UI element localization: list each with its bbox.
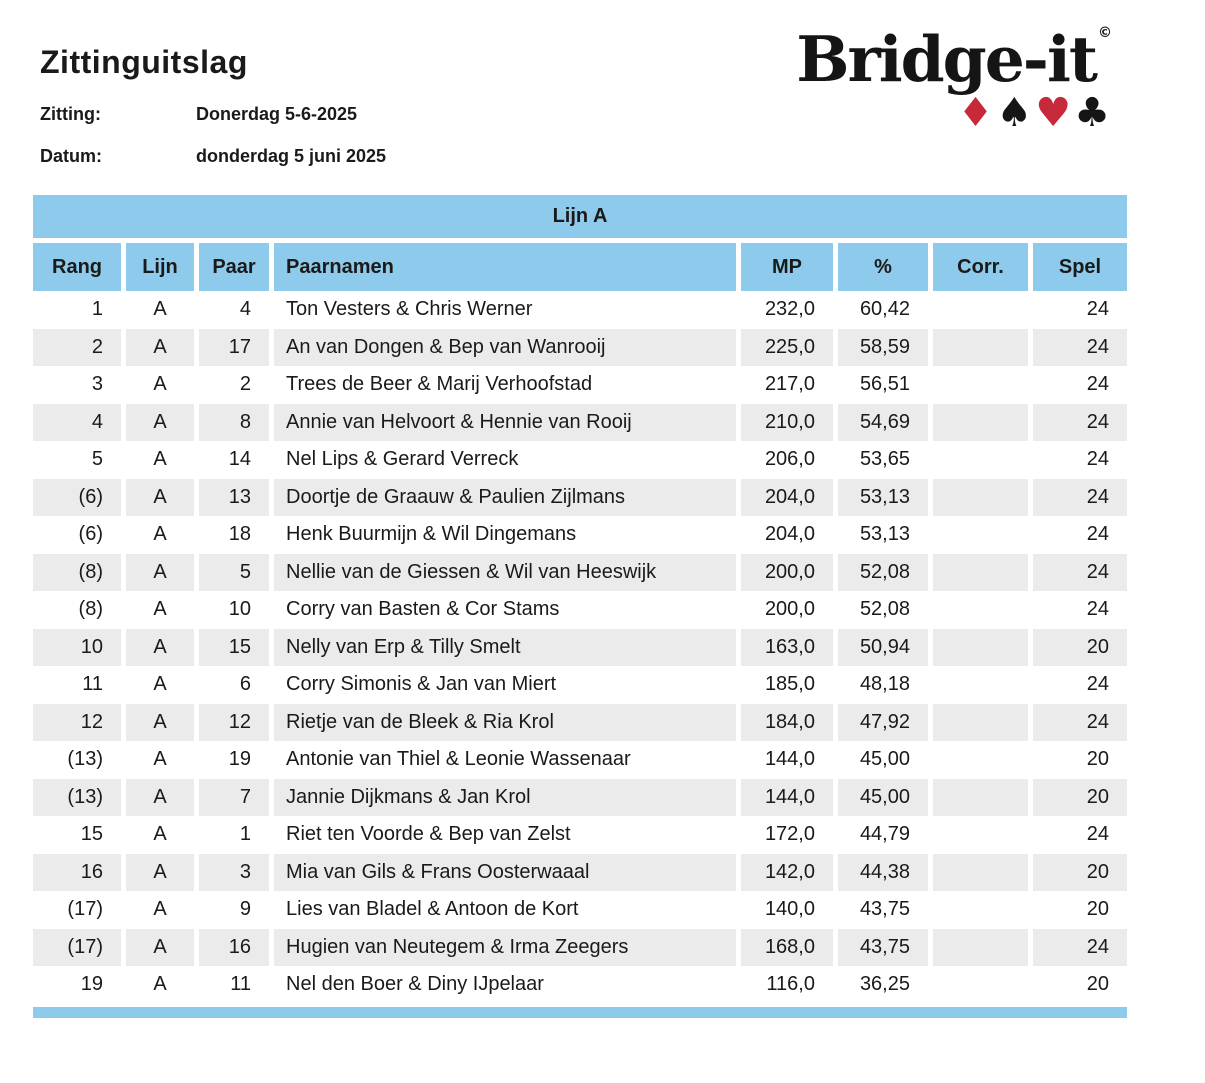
- table-row: [33, 929, 1127, 967]
- cell-pct: 44,79: [859, 823, 910, 846]
- cell-paar: 15: [199, 629, 269, 667]
- cell-rang: (13): [33, 779, 121, 817]
- cell-mp: 200,0: [741, 554, 833, 592]
- cell-rang: (17): [33, 929, 121, 967]
- table-row: [33, 854, 1127, 892]
- cell-spel: 20: [1033, 629, 1127, 667]
- table-row: [33, 329, 1127, 367]
- cell-paarnamen: Nel Lips & Gerard Verreck: [286, 448, 519, 471]
- cell-rang: 5: [91, 448, 103, 471]
- cell-rang: 3: [91, 373, 103, 396]
- cell-paarnamen: Hugien van Neutegem & Irma Zeegers: [274, 929, 736, 967]
- column-header-lijn: Lijn: [126, 243, 194, 291]
- table-row: [33, 554, 1127, 592]
- cell-lijn: A: [153, 823, 167, 846]
- cell-spel: 20: [1033, 854, 1127, 892]
- cell-pct: 47,92: [838, 704, 928, 742]
- cell-rang: (8): [78, 598, 103, 621]
- cell-spel: 24: [1086, 448, 1109, 471]
- cell-paar: 12: [199, 704, 269, 742]
- cell-mp: 217,0: [764, 373, 815, 396]
- club-suit-icon: ♣: [1074, 90, 1110, 136]
- cell-mp: 206,0: [764, 448, 815, 471]
- table-row: [33, 591, 1127, 629]
- results-table: [33, 195, 1127, 1018]
- cell-paarnamen: Rietje van de Bleek & Ria Krol: [274, 704, 736, 742]
- cell-pct: 45,00: [859, 748, 910, 771]
- cell-paarnamen: Nel den Boer & Diny IJpelaar: [286, 973, 544, 996]
- cell-pct: 48,18: [859, 673, 910, 696]
- table-body: [33, 291, 1127, 1004]
- cell-rang: 12: [33, 704, 121, 742]
- table-row: [33, 741, 1127, 779]
- cell-lijn: A: [153, 523, 167, 546]
- cell-pct: 52,08: [838, 554, 928, 592]
- cell-mp: 144,0: [764, 748, 815, 771]
- cell-corr: [933, 591, 1028, 629]
- table-row: [33, 516, 1127, 554]
- cell-pct: 52,08: [859, 598, 910, 621]
- cell-lijn: A: [126, 854, 194, 892]
- cell-rang: (6): [33, 479, 121, 517]
- cell-corr: [933, 741, 1028, 779]
- table-row: [33, 779, 1127, 817]
- cell-lijn: A: [153, 748, 167, 771]
- cell-mp: 204,0: [741, 479, 833, 517]
- cell-pct: 58,59: [838, 329, 928, 367]
- cell-spel: 24: [1086, 673, 1109, 696]
- column-header-rang: Rang: [33, 243, 121, 291]
- cell-paar: 10: [228, 598, 251, 621]
- cell-lijn: A: [153, 673, 167, 696]
- cell-lijn: A: [126, 929, 194, 967]
- cell-paarnamen: Corry van Basten & Cor Stams: [286, 598, 560, 621]
- cell-corr: [933, 891, 1028, 929]
- cell-spel: 24: [1086, 298, 1109, 321]
- cell-corr: [933, 366, 1028, 404]
- cell-lijn: A: [126, 329, 194, 367]
- cell-pct: 53,65: [859, 448, 910, 471]
- cell-corr: [933, 516, 1028, 554]
- cell-corr: [933, 704, 1028, 742]
- cell-lijn: A: [153, 598, 167, 621]
- cell-corr: [933, 441, 1028, 479]
- cell-spel: 24: [1033, 704, 1127, 742]
- page-title: Zittinguitslag: [40, 44, 248, 80]
- table-header-row: [33, 243, 1127, 291]
- cell-spel: 20: [1086, 973, 1109, 996]
- cell-lijn: A: [126, 404, 194, 442]
- cell-lijn: A: [126, 629, 194, 667]
- table-row: [33, 366, 1127, 404]
- datum-label: Datum:: [40, 146, 102, 166]
- cell-paarnamen: An van Dongen & Bep van Wanrooij: [274, 329, 736, 367]
- cell-mp: 163,0: [741, 629, 833, 667]
- cell-lijn: A: [153, 373, 167, 396]
- table-bottom-bar: [33, 1007, 1127, 1018]
- copyright-icon: ©: [1098, 25, 1112, 41]
- cell-lijn: A: [153, 898, 167, 921]
- cell-mp: 225,0: [741, 329, 833, 367]
- cell-paarnamen: Jannie Dijkmans & Jan Krol: [274, 779, 736, 817]
- table-row: [33, 441, 1127, 479]
- table-row: [33, 966, 1127, 1004]
- column-header-corr: Corr.: [933, 243, 1028, 291]
- cell-spel: 24: [1086, 523, 1109, 546]
- cell-paar: 4: [239, 298, 251, 321]
- cell-mp: 210,0: [741, 404, 833, 442]
- cell-spel: 24: [1033, 329, 1127, 367]
- diamond-suit-icon: ♦: [957, 90, 994, 136]
- cell-paarnamen: Riet ten Voorde & Bep van Zelst: [286, 823, 571, 846]
- cell-corr: [933, 291, 1028, 329]
- cell-paarnamen: Ton Vesters & Chris Werner: [286, 298, 533, 321]
- cell-spel: 24: [1033, 479, 1127, 517]
- zitting-value: Donerdag 5-6-2025: [196, 104, 358, 124]
- cell-paar: 18: [228, 523, 251, 546]
- section-title: Lijn A: [33, 195, 1127, 238]
- cell-paar: 11: [230, 973, 251, 996]
- cell-mp: 184,0: [741, 704, 833, 742]
- cell-paarnamen: Nellie van de Giessen & Wil van Heeswijk: [274, 554, 736, 592]
- cell-rang: 11: [82, 673, 103, 696]
- column-header-spel: Spel: [1033, 243, 1127, 291]
- cell-rang: 10: [33, 629, 121, 667]
- cell-corr: [933, 666, 1028, 704]
- cell-rang: 2: [33, 329, 121, 367]
- zitting-label: Zitting:: [40, 104, 101, 124]
- cell-pct: 45,00: [838, 779, 928, 817]
- table-row: [33, 404, 1127, 442]
- cell-mp: 172,0: [764, 823, 815, 846]
- card-suits-icons: [796, 90, 1110, 136]
- cell-pct: 56,51: [859, 373, 910, 396]
- cell-pct: 44,38: [838, 854, 928, 892]
- cell-spel: 24: [1086, 823, 1109, 846]
- cell-paarnamen: Trees de Beer & Marij Verhoofstad: [286, 373, 593, 396]
- report-header: [0, 0, 1205, 195]
- cell-paar: 6: [239, 673, 251, 696]
- cell-paar: 2: [239, 373, 251, 396]
- table-row: [33, 891, 1127, 929]
- cell-corr: [933, 479, 1028, 517]
- cell-paar: 3: [199, 854, 269, 892]
- cell-corr: [933, 816, 1028, 854]
- cell-mp: 232,0: [764, 298, 815, 321]
- cell-paar: 19: [228, 748, 251, 771]
- table-row: [33, 479, 1127, 517]
- cell-lijn: A: [126, 704, 194, 742]
- cell-mp: 200,0: [764, 598, 815, 621]
- table-row: [33, 704, 1127, 742]
- cell-paarnamen: Doortje de Graauw & Paulien Zijlmans: [274, 479, 736, 517]
- table-row: [33, 629, 1127, 667]
- cell-lijn: A: [153, 298, 167, 321]
- cell-paarnamen: Henk Buurmijn & Wil Dingemans: [286, 523, 577, 546]
- cell-pct: 60,42: [859, 298, 910, 321]
- cell-paar: 7: [199, 779, 269, 817]
- cell-corr: [933, 404, 1028, 442]
- cell-rang: (17): [67, 898, 103, 921]
- cell-spel: 20: [1086, 898, 1109, 921]
- cell-corr: [933, 929, 1028, 967]
- table-row: [33, 816, 1127, 854]
- cell-mp: 185,0: [764, 673, 815, 696]
- cell-mp: 168,0: [741, 929, 833, 967]
- cell-spel: 24: [1033, 404, 1127, 442]
- logo-wordmark: Bridge-it: [796, 22, 1096, 96]
- cell-rang: (13): [67, 748, 103, 771]
- cell-corr: [933, 329, 1028, 367]
- cell-pct: 43,75: [838, 929, 928, 967]
- cell-pct: 43,75: [859, 898, 910, 921]
- cell-mp: 144,0: [741, 779, 833, 817]
- cell-paar: 8: [199, 404, 269, 442]
- cell-pct: 53,13: [859, 523, 910, 546]
- cell-paarnamen: Antonie van Thiel & Leonie Wassenaar: [286, 748, 631, 771]
- cell-mp: 204,0: [764, 523, 815, 546]
- cell-rang: (8): [33, 554, 121, 592]
- cell-rang: (6): [78, 523, 103, 546]
- cell-lijn: A: [126, 479, 194, 517]
- cell-corr: [933, 554, 1028, 592]
- cell-mp: 142,0: [741, 854, 833, 892]
- cell-paarnamen: Mia van Gils & Frans Oosterwaaal: [274, 854, 736, 892]
- cell-paar: 14: [228, 448, 251, 471]
- cell-paarnamen: Corry Simonis & Jan van Miert: [286, 673, 557, 696]
- cell-rang: 16: [33, 854, 121, 892]
- table-row: [33, 666, 1127, 704]
- table-row: [33, 291, 1127, 329]
- cell-corr: [933, 779, 1028, 817]
- cell-rang: 1: [91, 298, 103, 321]
- cell-pct: 50,94: [838, 629, 928, 667]
- cell-spel: 20: [1086, 748, 1109, 771]
- cell-pct: 53,13: [838, 479, 928, 517]
- column-header-pct: %: [838, 243, 928, 291]
- cell-paar: 1: [239, 823, 251, 846]
- cell-paarnamen: Annie van Helvoort & Hennie van Rooij: [274, 404, 736, 442]
- cell-corr: [933, 854, 1028, 892]
- column-header-paar: Paar: [199, 243, 269, 291]
- cell-lijn: A: [126, 779, 194, 817]
- bridge-it-logo: [796, 22, 1112, 136]
- cell-rang: 19: [80, 973, 103, 996]
- cell-corr: [933, 966, 1028, 1004]
- cell-paar: 9: [239, 898, 251, 921]
- cell-pct: 36,25: [859, 973, 910, 996]
- cell-mp: 116,0: [766, 973, 815, 996]
- cell-paar: 17: [199, 329, 269, 367]
- column-header-paarnamen: Paarnamen: [274, 243, 736, 291]
- datum-value: donderdag 5 juni 2025: [196, 146, 387, 166]
- cell-spel: 24: [1086, 373, 1109, 396]
- cell-spel: 20: [1033, 779, 1127, 817]
- cell-spel: 24: [1033, 929, 1127, 967]
- cell-mp: 140,0: [764, 898, 815, 921]
- cell-paar: 13: [199, 479, 269, 517]
- cell-lijn: A: [153, 448, 167, 471]
- cell-spel: 24: [1086, 598, 1109, 621]
- cell-paar: 16: [199, 929, 269, 967]
- spade-suit-icon: ♠: [996, 90, 1033, 136]
- heart-suit-icon: ♥: [1035, 90, 1072, 136]
- column-header-mp: MP: [741, 243, 833, 291]
- cell-lijn: A: [126, 554, 194, 592]
- cell-paarnamen: Lies van Bladel & Antoon de Kort: [286, 898, 579, 921]
- cell-corr: [933, 629, 1028, 667]
- cell-paar: 5: [199, 554, 269, 592]
- cell-spel: 24: [1033, 554, 1127, 592]
- cell-rang: 15: [80, 823, 103, 846]
- cell-lijn: A: [153, 973, 167, 996]
- cell-pct: 54,69: [838, 404, 928, 442]
- cell-rang: 4: [33, 404, 121, 442]
- cell-paarnamen: Nelly van Erp & Tilly Smelt: [274, 629, 736, 667]
